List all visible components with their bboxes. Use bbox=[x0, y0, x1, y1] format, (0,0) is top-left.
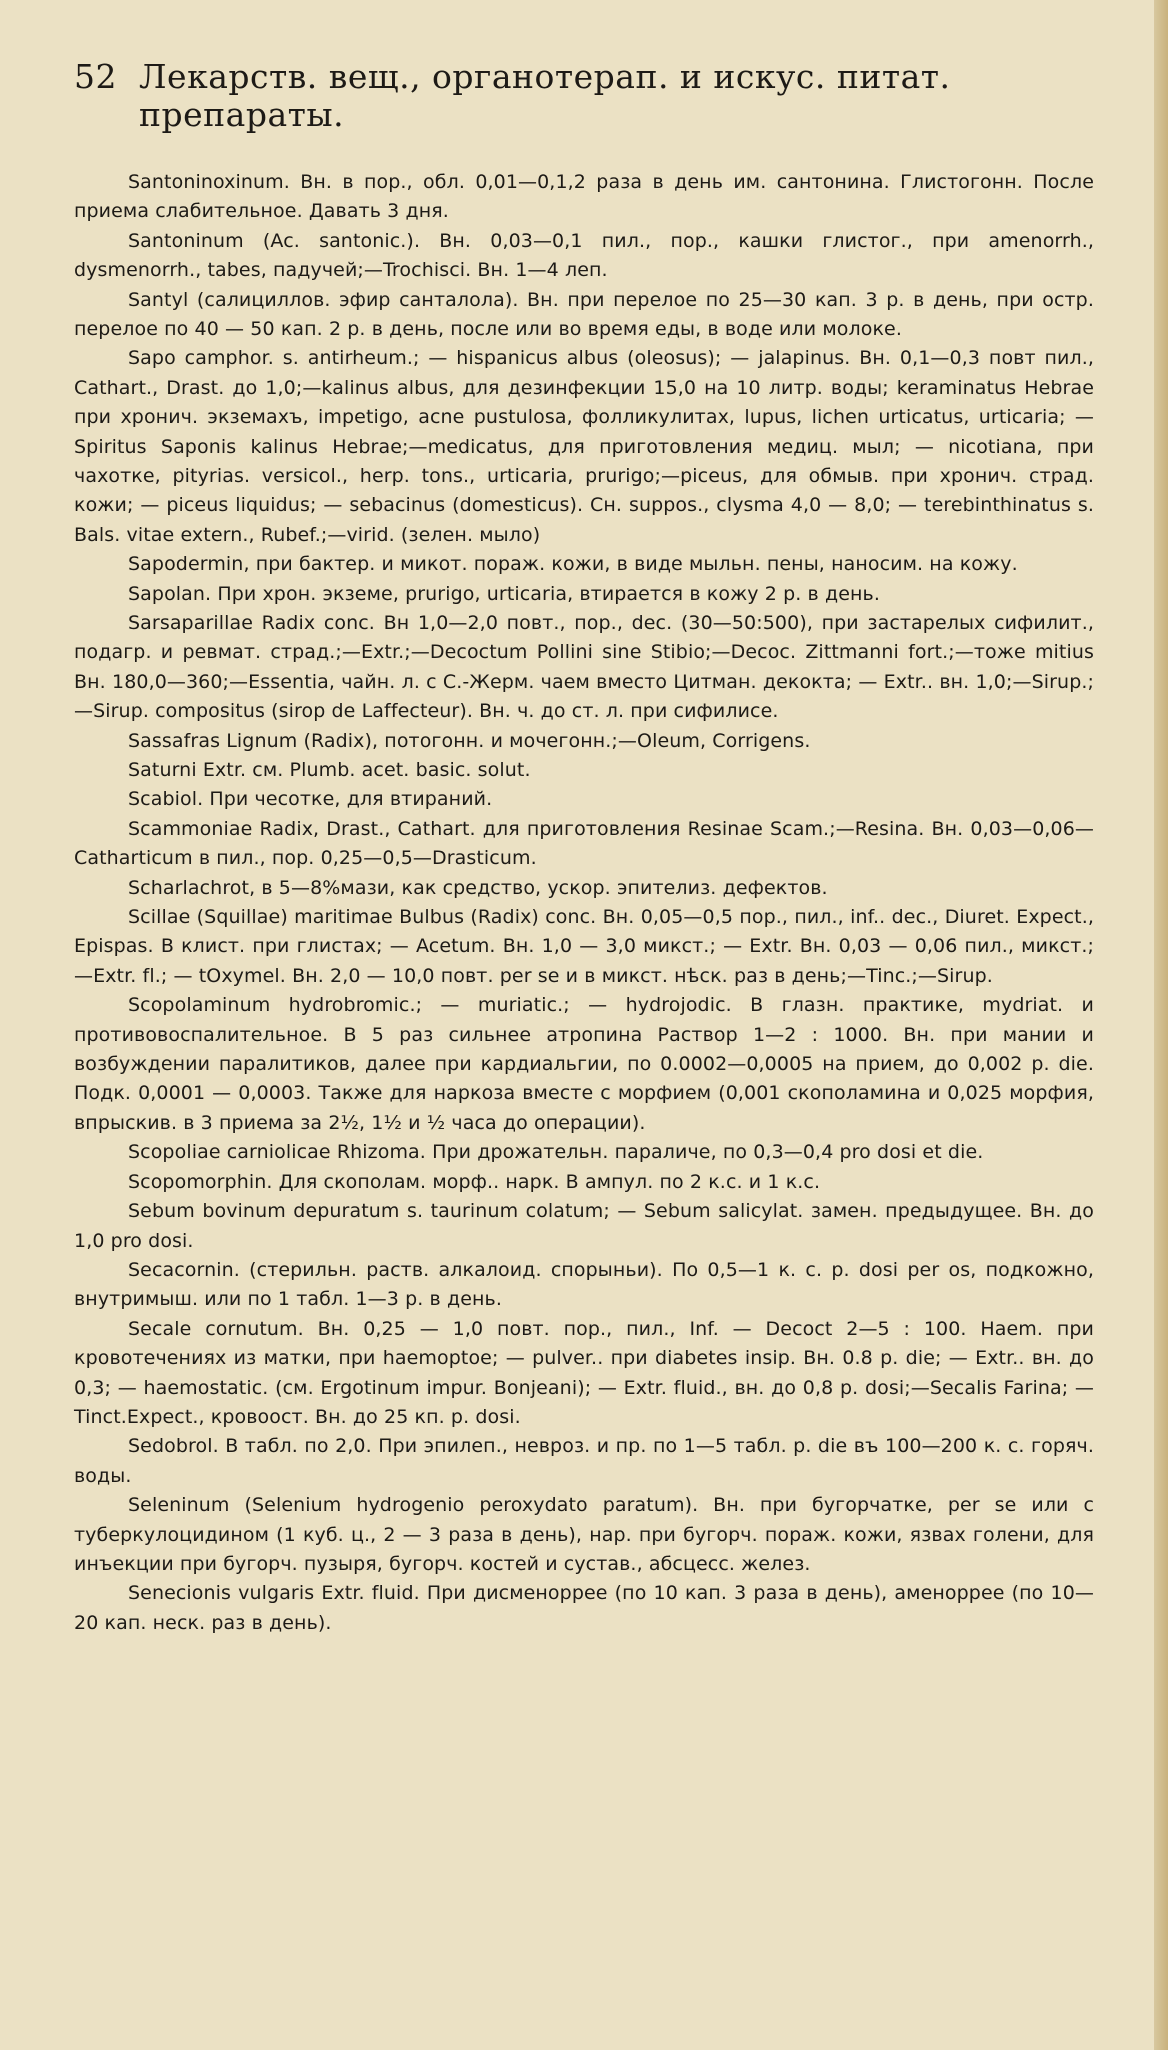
entries-list bbox=[74, 168, 1094, 1638]
entry-scopolaminum: Scopolaminum hydrobromic.; — muriatic.; — hydrojodic. В глазн. практике, mydriat. и противовоспалительное. В 5 раз сильнее атропина Раствор 1—2 : 1000. Вн. при мании и возбуждении паралитиков, далее при кардиальгии, по 0.0002—0,0005 на прием, до 0,002 р. die. Подк. 0,0001 — 0,0003. Также для наркоза вместе с морфием (0,001 скополамина и 0,025 морфия, впрыскив. в 3 приема за 2½, 1½ и ½ часа до операции). bbox=[74, 994, 1094, 1134]
entry-santyl: Santyl (салициллов. эфир санталола). Вн. при перелое по 25—30 кап. 3 р. в день, при остр. перелое по 40 — 50 кап. 2 р. в день, после или во время еды, в воде или молоке. bbox=[74, 288, 1094, 340]
entry-scopoliae: Scopoliae carniolicae Rhizoma. При дрожательн. параличе, по 0,3—0,4 pro dosi et die. bbox=[128, 1141, 984, 1164]
page-header bbox=[74, 58, 1094, 134]
page-number: 52 bbox=[74, 57, 117, 96]
entry-sassafras: Sassafras Lignum (Radix), потогонн. и мочегонн.;—Oleum, Corrigens. bbox=[128, 729, 811, 752]
entry-secacornin: Secacornin. (стерильн. раств. алкалоид. спорыньи). По 0,5—1 к. с. p. dosi per os, подкожно, внутримыш. или по 1 табл. 1—3 р. в день. bbox=[74, 1258, 1094, 1311]
entry-scillae: Scillae (Squillae) maritimae Bulbus (Radix) conc. Вн. 0,05—0,5 пор., пил., inf.. dec., Diuret. Expect., Epispas. В клист. при глистах; — Acetum. Вн. 1,0 — 3,0 микст.; — Extr. Вн. 0,03 — 0,06 пил., микст.;—Extr. fl.; — tOxymel. Вн. 2,0 — 10,0 повт. per se и в микст. нѣск. раз в день;—Tinc.;—Sirup. bbox=[74, 906, 1094, 987]
entry-scopomorphin: Scopomorphin. Для скополам. морф.. нарк. В ампул. по 2 к.с. и 1 к.с. bbox=[128, 1170, 821, 1193]
entry-santoninoxinum: Santoninoxinum. Вн. в пор., обл. 0,01—0,1,2 раза в день им. сантонина. Глистогонн. После приема слабительное. Давать 3 дня. bbox=[74, 170, 1094, 223]
entry-scammoniae: Scammoniae Radix, Drast., Cathart. для приготовления Resinae Scam.;—Resina. Вн. 0,03—0,06—Catharticum в пил., пор. 0,25—0,5—Drasticum. bbox=[74, 817, 1094, 870]
entry-sapolan: Sapolan. При хрон. экземе, prurigo, urticaria, втирается в кожу 2 р. в день. bbox=[128, 582, 880, 605]
page-title: Лекарств. вещ., органотерап. и искус. питат. препараты. bbox=[139, 57, 951, 134]
entry-sarsaparillae: Sarsaparillae Radix conc. Вн 1,0—2,0 повт., пор., dec. (30—50:500), при застарелых сифилит., подагр. и ревмат. страд.;—Extr.;—Decoctum Pollini sine Stibio;—Decoc. Zittmanni fort.;—тоже mitius Вн. 180,0—360;—Essentia, чайн. л. с С.-Жерм. чаем вместо Цитман. декокта; — Extr.. вн. 1,0;—Sirup.;—Sirup. compositus (sirop de Laffecteur). Вн. ч. до ст. л. при сифилисе. bbox=[74, 611, 1094, 723]
entry-sedobrol: Sedobrol. В табл. по 2,0. При эпилеп., невроз. и пр. по 1—5 табл. p. die въ 100—200 к. с. горяч. воды. bbox=[74, 1435, 1094, 1487]
entry-seleninum: Seleninum (Selenium hydrogenio peroxydato paratum). Вн. при бугорчатке, per se или с туберкулоцидином (1 куб. ц., 2 — 3 раза в день), нар. при бугорч. пораж. кожи, язвах голени, для инъекции при бугорч. пузыря, бугорч. костей и сустав., абсцесс. желез. bbox=[74, 1494, 1094, 1575]
entry-saturni: Saturni Extr. см. Plumb. acet. basic. solut. bbox=[128, 759, 531, 781]
entry-santoninum: Santoninum (Ac. santonic.). Вн. 0,03—0,1 пил., пор., кашки глистог., при amenorrh., dysmenorrh., tabes, падучей;—Trochisci. Вн. 1—4 леп. bbox=[74, 229, 1094, 282]
page-edge bbox=[1154, 0, 1168, 2050]
entry-sapo: Sapo camphor. s. antirheum.; — hispanicus albus (oleosus); — jalapinus. Вн. 0,1—0,3 повт пил., Cathart., Drast. до 1,0;—kalinus albus, для дезинфекции 15,0 на 10 литр. воды; keraminatus Hebrae при хронич. экземахъ, impetigo, acne pustulosa, фолликулитах, lupus, lichen urticatus, urticaria; — Spiritus Saponis kalinus Hebrae;—medicatus, для приготовления медиц. мыл; — nicotiana, при чахотке, pityrias. versicol., herp. tons., urticaria, prurigo;—piceus, для обмыв. при хронич. страд. кожи; — piceus liquidus; — sebacinus (domesticus). Сн. suppos., clysma 4,0 — 8,0; — terebinthinatus s. Bals. vitae extern., Rubef.;—virid. (зелен. мыло) bbox=[74, 347, 1094, 546]
entry-scabiol: Scabiol. При чесотке, для втираний. bbox=[128, 788, 493, 811]
entry-senecionis: Senecionis vulgaris Extr. fluid. При дисменоррее (по 10 кап. 3 раза в день), аменоррее (по 10—20 кап. неск. раз в день). bbox=[74, 1582, 1094, 1634]
entry-scharlachrot: Scharlachrot, в 5—8%мази, как средство, ускор. эпителиз. дефектов. bbox=[128, 876, 828, 899]
entry-secale: Secale cornutum. Вн. 0,25 — 1,0 повт. пор., пил., Inf. — Decoct 2—5 : 100. Haem. при кровотечениях из матки, при haemoptoe; — pulver.. при diabetes insip. Вн. 0.8 p. die; — Extr.. вн. до 0,3; — haemostatic. (см. Ergotinum impur. Bonjeani); — Extr. fluid., вн. до 0,8 p. dosi;—Secalis Farina; — Tinct.Expect., кровоост. Вн. до 25 кп. p. dosi. bbox=[74, 1317, 1094, 1428]
entry-sapodermin: Sapodermin, при бактер. и микот. пораж. кожи, в виде мыльн. пены, наносим. на кожу. bbox=[128, 553, 1018, 576]
entry-sebum: Sebum bovinum depuratum s. taurinum colatum; — Sebum salicylat. замен. предыдущее. Вн. до 1,0 pro dosi. bbox=[74, 1200, 1094, 1252]
